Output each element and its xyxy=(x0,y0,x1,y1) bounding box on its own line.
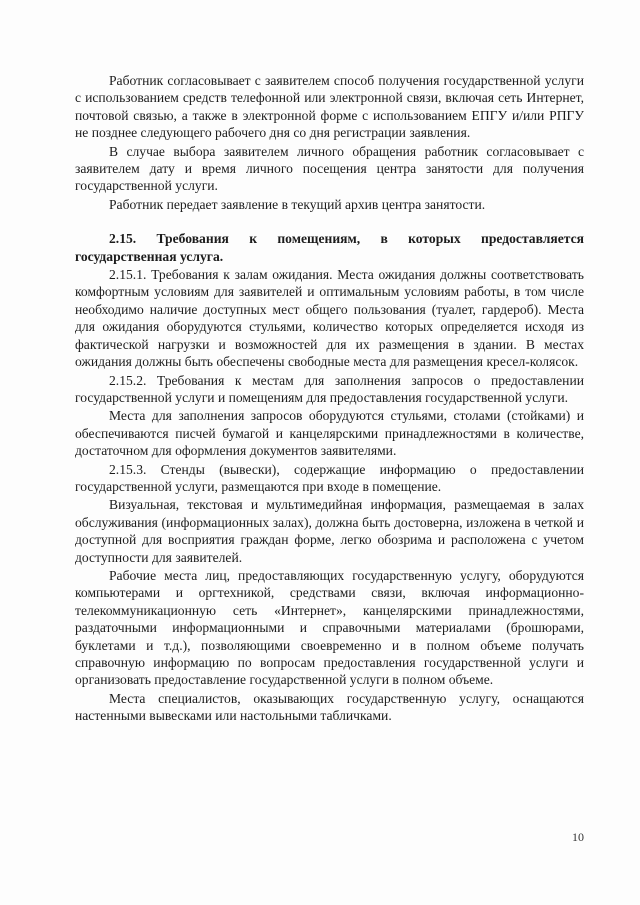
paragraph-personal-visit: В случае выбора заявителем личного обращения работник согласовывает с заявителем дату и время личного посещения центра занятости для получения государственной услуги. xyxy=(75,143,584,194)
paragraph-2-15-3: 2.15.3. Стенды (вывески), содержащие информацию о предоставлении государственной услуги, размещаются при входе в помещение. xyxy=(75,461,584,494)
page-number: 10 xyxy=(572,830,584,844)
paragraph-forms-places: Места для заполнения запросов оборудуются стульями, столами (стойками) и обеспечиваются писчей бумагой и канцелярскими принадлежностями в количестве, достаточном для оформления документов заявителями. xyxy=(75,408,584,459)
page-body xyxy=(75,72,584,725)
paragraph-coordination-method: Работник согласовывает с заявителем способ получения государственной услуги с использованием средств телефонной или электронной связи, включая сеть Интернет, почтовой связью, а также в электронной форме с использованием ЕПГУ и/или РПГУ не позднее следующего рабочего дня со дня регистрации заявления. xyxy=(75,73,584,141)
paragraph-2-15-1: 2.15.1. Требования к залам ожидания. Места ожидания должны соответствовать комфортным условиям для заявителей и оптимальным условиям работы, в том числе необходимо наличие доступных мест общего пользования (туалет, гардероб). Места для ожидания оборудуются стульями, количество которых определяется исходя из фактической нагрузки и возможностей для их размещения в здании. В местах ожидания должны быть обеспечены свободные места для размещения кресел-колясок. xyxy=(75,267,584,370)
paragraph-visual-info: Визуальная, текстовая и мультимедийная информация, размещаемая в залах обслуживания (информационных залах), должна быть достоверна, изложена в четкой и доступной для восприятия граждан форме, легко обозрима и расположена с учетом доступности для заявителей. xyxy=(75,497,584,565)
paragraph-workplaces: Рабочие места лиц, предоставляющих государственную услугу, оборудуются компьютерами и оргтехникой, средствами связи, включая информационно-телекоммуникационную сеть «Интернет», канцелярскими принадлежностями, раздаточными информационными и справочными материалами (брошюрами, буклетами и т.д.), позволяющими своевременно и в полном объеме получать справочную информацию по вопросам предоставления государственной услуги и организовать предоставление государственной услуги в полном объеме. xyxy=(75,567,584,688)
paragraph-specialists: Места специалистов, оказывающих государственную услугу, оснащаются настенными вывесками или настольными табличками. xyxy=(75,690,584,724)
paragraph-2-15-2: 2.15.2. Требования к местам для заполнения запросов о предоставлении государственной услуги и помещениям для предоставления государственной услуги. xyxy=(75,372,584,405)
section-heading-2-15: 2.15. Требования к помещениям, в которых предоставляется государственная услуга. xyxy=(75,231,584,264)
paragraph-archive: Работник передает заявление в текущий архив центра занятости. xyxy=(109,196,486,212)
